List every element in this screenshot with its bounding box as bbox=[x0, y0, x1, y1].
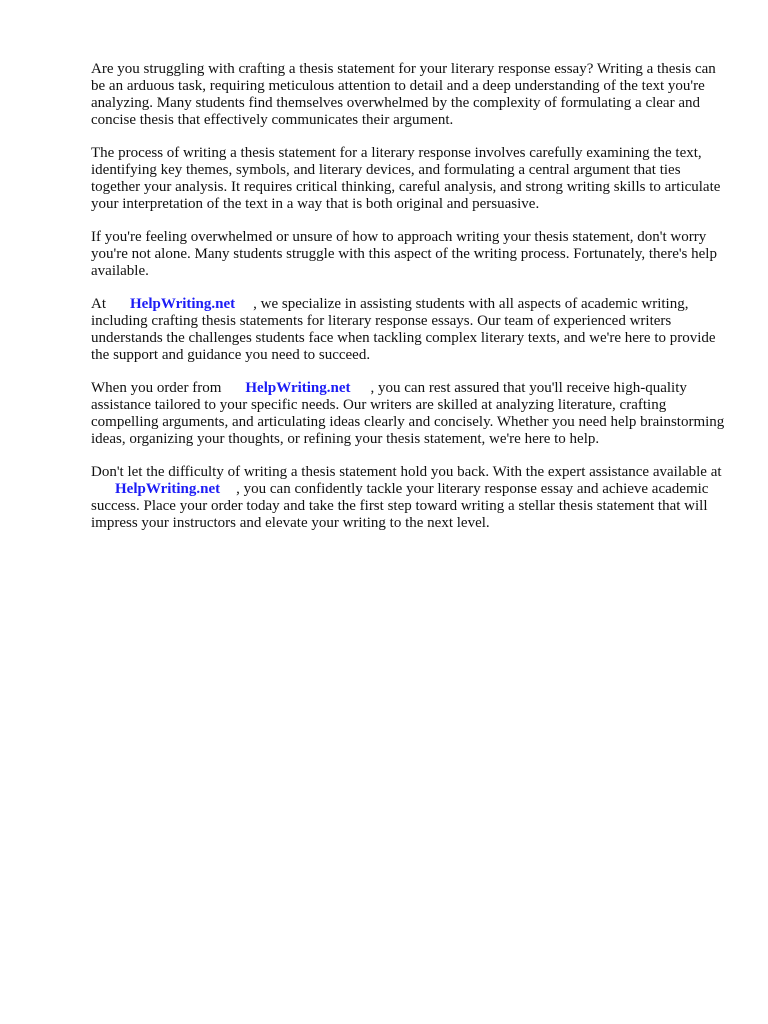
document-body bbox=[91, 61, 731, 548]
helpwriting-link-2[interactable]: HelpWriting.net bbox=[245, 380, 351, 396]
paragraph-process: The process of writing a thesis statement for a literary response involves carefully examining the text, identifying key themes, symbols, and literary devices, and formulating a central argument that ties together your analysis. It requires critical thinking, careful analysis, and strong writing skills to articulate your interpretation of the text in a way that is both original and persuasive. bbox=[91, 145, 721, 212]
paragraph-service bbox=[91, 296, 731, 364]
paragraph-order bbox=[91, 380, 731, 448]
paragraph-reassurance bbox=[91, 229, 731, 280]
helpwriting-link-1[interactable]: HelpWriting.net bbox=[130, 296, 236, 312]
paragraph-service-text-b: , we specialize in assisting students with all aspects of academic writing, including crafting thesis statements for literary response essays. Our team of experienced writers understands the challenges students face when tackling complex literary texts, and we're here to provide the support and guidance you need to succeed. bbox=[91, 296, 716, 363]
paragraph-closing-text-a: Don't let the difficulty of writing a thesis statement hold you back. With the expert assistance available at bbox=[91, 464, 722, 480]
helpwriting-link-3[interactable]: HelpWriting.net bbox=[115, 481, 221, 497]
paragraph-service-text-a: At bbox=[91, 296, 106, 312]
paragraph-closing bbox=[91, 464, 731, 532]
paragraph-order-text-b: , you can rest assured that you'll receive high-quality assistance tailored to your specific needs. Our writers are skilled at analyzing literature, crafting compelling arguments, and articulating ideas clearly and concisely. Whether you need help brainstorming ideas, organizing your thoughts, or refining your thesis statement, we're here to help. bbox=[91, 380, 725, 447]
paragraph-reassurance-text-b: you're not alone. Many students struggle with this aspect of the writing process. Fortunately, there's help available. bbox=[91, 246, 717, 279]
paragraph-reassurance-text-a: If you're feeling overwhelmed or unsure of how to approach writing your thesis statement, don't worry bbox=[91, 229, 707, 245]
paragraph-intro: Are you struggling with crafting a thesis statement for your literary response essay? Writing a thesis can be an arduous task, requiring meticulous attention to detail and a deep understanding of the text you're analyzing. Many students find themselves overwhelmed by the complexity of formulating a clear and concise thesis that effectively communicates their argument. bbox=[91, 61, 716, 128]
paragraph-closing-text-b: , you can confidently tackle your literary response essay and achieve academic success. Place your order today and take the first step toward writing a stellar thesis statement that will impress your instructors and elevate your writing to the next level. bbox=[91, 481, 709, 531]
paragraph-order-text-a: When you order from bbox=[91, 380, 222, 396]
